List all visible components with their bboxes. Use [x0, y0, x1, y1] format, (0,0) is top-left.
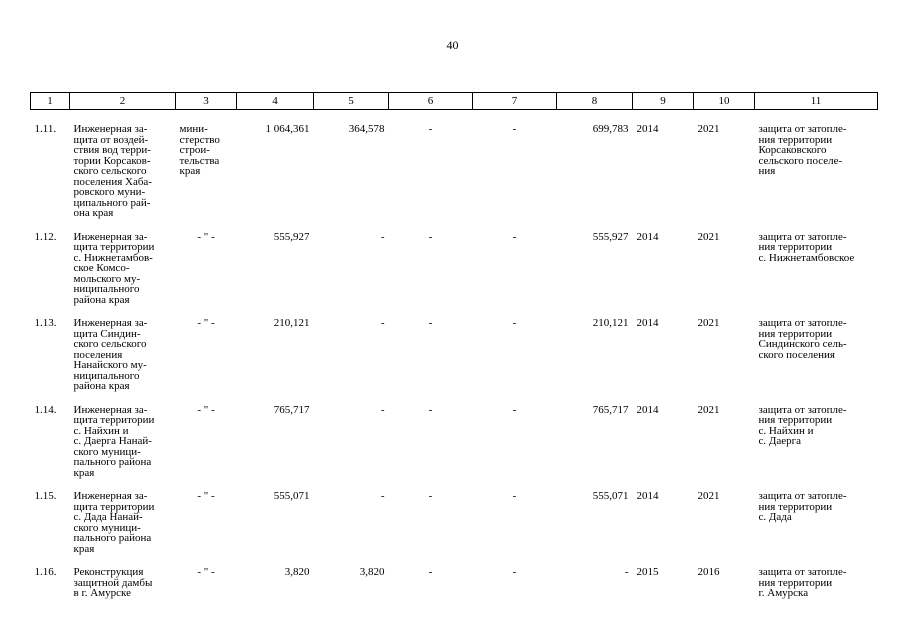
expected-result: защита от затопле- ния территории Синдинского сель- ского поселения — [758, 317, 847, 361]
table-row — [31, 405, 878, 492]
executor: - " - — [197, 490, 215, 502]
header-cell: 7 — [473, 93, 557, 110]
program-table — [30, 92, 878, 612]
executor: - " - — [197, 317, 215, 329]
executor: - " - — [197, 403, 215, 416]
expected-result: защита от затопле- ния территории г. Амурска — [758, 566, 847, 599]
other-value: 555,927 — [592, 230, 629, 243]
start-year: 2014 — [636, 230, 659, 243]
total-value: 765,717 — [273, 403, 310, 416]
table-row — [31, 124, 878, 232]
table-row — [31, 567, 878, 612]
federal-value: - — [380, 403, 385, 416]
header-cell: 3 — [176, 93, 237, 110]
start-year: 2014 — [636, 317, 659, 329]
executor: - " - — [197, 230, 215, 243]
header-cell: 4 — [237, 93, 314, 110]
row-id: 1.14. — [34, 403, 57, 416]
table-row — [31, 232, 878, 319]
row-id: 1.16. — [34, 566, 57, 578]
expected-result: защита от затопле- ния территории Корсаковского сельского поселе- ния — [758, 123, 847, 177]
local-value: - — [512, 490, 517, 502]
start-year: 2014 — [636, 490, 659, 502]
local-value: - — [512, 230, 517, 243]
local-value: - — [512, 317, 517, 329]
row-id: 1.11. — [34, 123, 57, 135]
header-row — [31, 93, 878, 110]
measure-name: Инженерная за- щита территории с. Найхин и с. Даерга Нанай- ского муници- пального района края — [73, 403, 155, 479]
total-value: 555,071 — [273, 490, 310, 502]
measure-name: Инженерная за- щита от воздей- ствия вод терри- тории Корсаков- ского сельского поселения Хаба- ровского муни- ципального рай- она края — [73, 123, 152, 219]
other-value: 555,071 — [592, 490, 629, 502]
executor: - " - — [197, 566, 215, 578]
measure-name: Инженерная за- щита территории с. Дада Нанай- ского муници- пального района края — [73, 490, 155, 555]
start-year: 2015 — [636, 566, 659, 578]
header-cell: 2 — [70, 93, 176, 110]
local-value: - — [512, 403, 517, 416]
local-value: - — [512, 566, 517, 578]
header-cell: 5 — [314, 93, 389, 110]
page-number: 40 — [446, 38, 459, 52]
row-id: 1.13. — [34, 317, 57, 329]
regional-value: - — [428, 403, 433, 416]
header-cell: 8 — [557, 93, 633, 110]
measure-name: Инженерная за- щита Синдин- ского сельского поселения Нанайского му- ниципального района края — [73, 317, 148, 392]
federal-value: - — [380, 490, 385, 502]
other-value: - — [624, 566, 629, 578]
table-row — [31, 318, 878, 405]
end-year: 2021 — [697, 230, 720, 243]
row-id: 1.15. — [34, 490, 57, 502]
end-year: 2021 — [697, 403, 720, 416]
header-cell: 11 — [755, 93, 878, 110]
end-year: 2021 — [697, 317, 720, 329]
measure-name: Инженерная за- щита территории с. Нижнетамбов- ское Комсо- мольского му- ниципального района края — [73, 230, 155, 306]
other-value: 210,121 — [592, 317, 629, 329]
row-id: 1.12. — [34, 230, 57, 243]
end-year: 2016 — [697, 566, 720, 578]
measure-name: Реконструкция защитной дамбы в г. Амурске — [73, 566, 153, 599]
expected-result: защита от затопле- ния территории с. Дада — [758, 490, 847, 523]
local-value: - — [512, 123, 517, 135]
expected-result: защита от затопле- ния территории с. Найхин и с. Даерга — [758, 403, 847, 447]
total-value: 210,121 — [273, 317, 310, 329]
federal-value: - — [380, 317, 385, 329]
other-value: 699,783 — [592, 123, 629, 135]
end-year: 2021 — [697, 123, 720, 135]
total-value: 3,820 — [284, 566, 310, 578]
federal-value: - — [380, 230, 385, 243]
federal-value: 3,820 — [359, 566, 385, 578]
header-cell: 1 — [31, 93, 70, 110]
regional-value: - — [428, 230, 433, 243]
header-cell: 10 — [694, 93, 755, 110]
regional-value: - — [428, 490, 433, 502]
regional-value: - — [428, 566, 433, 578]
federal-value: 364,578 — [348, 123, 385, 135]
header-cell: 6 — [389, 93, 473, 110]
header-cell: 9 — [633, 93, 694, 110]
regional-value: - — [428, 123, 433, 135]
total-value: 555,927 — [273, 230, 310, 243]
end-year: 2021 — [697, 490, 720, 502]
executor: мини- стерство строи- тельства края — [179, 123, 220, 177]
start-year: 2014 — [636, 123, 659, 135]
total-value: 1 064,361 — [265, 123, 310, 135]
start-year: 2014 — [636, 403, 659, 416]
expected-result: защита от затопле- ния территории с. Нижнетамбовское — [758, 230, 855, 264]
table-row — [31, 491, 878, 567]
other-value: 765,717 — [592, 403, 629, 416]
regional-value: - — [428, 317, 433, 329]
